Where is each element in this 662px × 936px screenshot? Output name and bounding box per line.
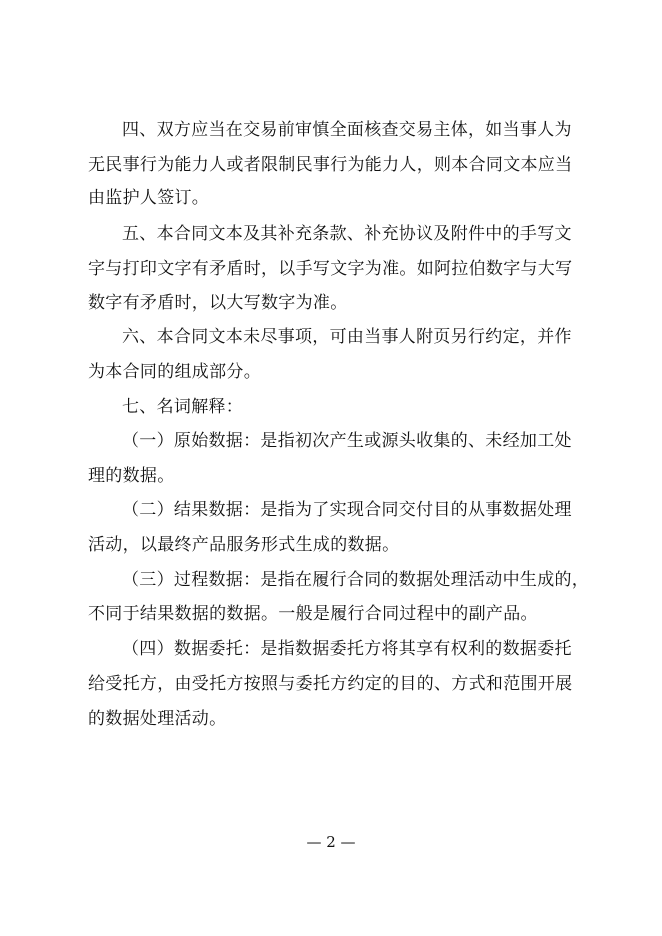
clause-4-line-3: 由监护人签订。 xyxy=(88,188,210,208)
clause-6-line-2: 为本合同的组成部分。 xyxy=(88,362,261,382)
definition-2-line-1: （二）结果数据：是指为了实现合同交付目的从事数据处理 xyxy=(122,500,572,520)
definition-1-line-1: （一）原始数据：是指初次产生或源头收集的、未经加工处 xyxy=(122,431,572,451)
definition-3-line-2: 不同于结果数据的数据。一般是履行合同过程中的副产品。 xyxy=(88,604,538,624)
clause-7-heading: 七、名词解释： xyxy=(122,397,244,417)
clause-4-line-2: 无民事行为能力人或者限制民事行为能力人，则本合同文本应当 xyxy=(88,155,573,175)
clause-5-line-3: 数字有矛盾时，以大写数字为准。 xyxy=(88,293,348,313)
definition-2-line-2: 活动，以最终产品服务形式生成的数据。 xyxy=(88,535,400,555)
definition-3-line-1: （三）过程数据：是指在履行合同的数据处理活动中生成的， xyxy=(122,570,590,590)
definition-4-line-2: 给受托方，由受托方按照与委托方约定的目的、方式和范围开展 xyxy=(88,674,573,694)
definition-4-line-3: 的数据处理活动。 xyxy=(88,709,227,729)
page-number: — 2 — xyxy=(306,833,356,851)
clause-5-line-2: 字与打印文字有矛盾时，以手写文字为准。如阿拉伯数字与大写 xyxy=(88,259,573,279)
clause-5-line-1: 五、本合同文本及其补充条款、补充协议及附件中的手写文 xyxy=(122,224,572,244)
definition-1-line-2: 理的数据。 xyxy=(88,466,175,486)
clause-6-line-1: 六、本合同文本未尽事项，可由当事人附页另行约定，并作 xyxy=(122,327,572,347)
definition-4-line-1: （四）数据委托：是指数据委托方将其享有权利的数据委托 xyxy=(122,639,572,659)
clause-4-line-1: 四、双方应当在交易前审慎全面核查交易主体，如当事人为 xyxy=(122,120,572,140)
